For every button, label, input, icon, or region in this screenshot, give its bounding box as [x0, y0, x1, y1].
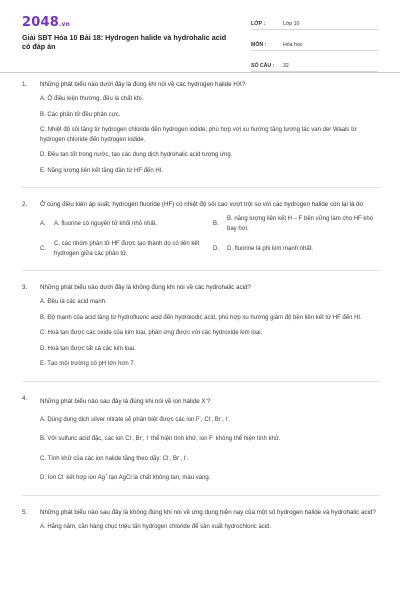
meta-value: Lớp 10 [283, 21, 300, 27]
question-text: Những phát biểu nào dưới đây là đúng khi nói về các hydrogen halide HX? [40, 81, 246, 88]
superscript: - [63, 472, 65, 478]
superscript: - [210, 413, 212, 419]
divider [22, 270, 380, 271]
option-e[interactable]: E. Năng lượng liên kết tăng dần từ HF đến HI. [40, 167, 164, 174]
option-a[interactable] [40, 412, 380, 426]
option-text: A. fluorine có nguyên tử khối nhỏ nhất. [54, 220, 158, 227]
superscript: - [199, 413, 202, 419]
option-c[interactable]: C. Nhiệt độ sôi tăng từ hydrogen chloride đến hydrogen iodide, phù hợp với xu hướng tăng tương tác van der Waals từ hydrogen chloride đến hydrogen iodide. [40, 127, 357, 143]
option-b[interactable] [213, 215, 380, 234]
option-text: , I [222, 416, 228, 423]
option-a[interactable]: A. Hằng năm, cần hàng chục triệu tấn hydrogen chloride để sản xuất hydrochloric acid. [40, 523, 272, 530]
option-text: D. fluorine là phi kim mạnh nhất. [227, 245, 314, 252]
question-number: 1. [22, 81, 28, 88]
question-number: 5. [22, 508, 28, 516]
question-4 [22, 394, 380, 484]
option-text: , I [143, 436, 149, 443]
superscript: - [141, 433, 144, 439]
option-text: B. Với sulfuric acid đặc, các ion Cl [40, 436, 131, 443]
option-letter: D. [213, 245, 219, 252]
question-list [22, 80, 380, 543]
question-text: Những phát biểu nào sau đây là không đúng khi nói về ứng dụng hiện nay của một số hydrogen halide và hydrohalic acid? [40, 508, 376, 516]
meta-row-subject [251, 35, 378, 51]
option-c[interactable] [40, 240, 207, 259]
option-text: tạo AgCl là chất không tan, màu vàng. [107, 475, 211, 482]
option-d[interactable]: D. Đều tan tốt trong nước, tạo các dung dịch hydrohalic acid tương ứng. [40, 152, 233, 158]
question-5 [22, 508, 380, 533]
option-c[interactable] [40, 451, 380, 465]
option-a[interactable] [40, 215, 207, 234]
question-text: Những phát biểu nào dưới đây là không đúng khi nói về các hydrohalic acid? [40, 284, 251, 291]
header-divider [0, 72, 400, 73]
option-text: A. Dùng dung dịch silver nitrate sẽ phân biệt được các ion F [40, 416, 200, 423]
meta-label: MÔN : [251, 42, 267, 48]
option-text: , Cl [201, 416, 211, 423]
option-a[interactable]: A. Ở điều kiện thường, đều là chất khí. [40, 96, 144, 102]
option-b[interactable]: B. Độ mạnh của acid tăng từ hydrofluoric acid đến hydroiodic acid, phù hợp xu hướng giảm độ bền liên kết từ HF đến HI. [40, 314, 362, 321]
option-letter: B. [213, 220, 219, 227]
question-1 [22, 80, 380, 176]
superscript: - [130, 433, 133, 439]
superscript: - [168, 452, 170, 458]
superscript: - [227, 413, 229, 419]
option-text: C. Tính khử của các ion halide tăng theo dãy: Cl [40, 455, 169, 462]
superscript-plus: + [104, 472, 108, 478]
option-c[interactable]: C. Hoà tan được các oxide của kim loại, phản ứng được với các hydroxide kim loại. [40, 330, 263, 336]
question-header [22, 394, 380, 407]
option-d[interactable] [213, 240, 380, 259]
option-text: . [228, 416, 231, 423]
meta-panel [251, 14, 378, 77]
meta-row-count [251, 56, 378, 72]
logo-text: 2048 [22, 15, 59, 30]
meta-row-grade [251, 14, 378, 30]
page-title: Giải SBT Hóa 10 Bài 18: Hydrogen halide và hydrohalic acid có đáp án [22, 33, 227, 51]
meta-value: 32 [283, 63, 289, 69]
option-text: B. năng lượng liên kết H – F bền vững làm cho HF khó bay hơi. [227, 216, 374, 232]
question-2 [22, 200, 380, 259]
option-a[interactable]: A. Đều là các acid mạnh. [40, 299, 107, 305]
option-text: , Br [211, 416, 221, 423]
divider [22, 187, 380, 188]
superscript: - [220, 413, 223, 419]
superscript: - [179, 452, 181, 458]
question-header [22, 80, 380, 90]
option-text: , Br [132, 436, 142, 443]
option-text: , Br [169, 455, 180, 462]
option-grid [40, 215, 380, 259]
meta-label: SỐ CÂU : [251, 63, 275, 69]
question-text: Ở cùng điều kiện áp suất, hydrogen fluoride (HF) có nhiệt độ sôi cao vượt trội so với các hydrogen halide còn lại là do [40, 201, 363, 208]
question-number: 2. [22, 201, 28, 208]
logo-suffix: .vn [58, 21, 71, 28]
option-e[interactable]: E. Tạo môi trường có pH lớn hơn 7. [40, 361, 136, 367]
option-d[interactable]: D. Hoà tan được tất cả các kim loại. [40, 345, 136, 352]
option-b[interactable]: B. Các phân tử đều phân cực. [40, 111, 121, 118]
question-3 [22, 283, 380, 370]
option-text: D. Ion Cl [40, 475, 64, 482]
question-header [22, 508, 380, 518]
question-text [40, 394, 380, 407]
question-header [22, 283, 380, 293]
site-logo[interactable] [22, 15, 70, 30]
superscript: - [212, 433, 215, 439]
question-header [22, 200, 380, 210]
option-text: , I [180, 455, 186, 462]
option-text: C. các nhóm phân tử HF được tạo thành do có liên kết hydrogen giữa các phân tử. [54, 241, 200, 257]
option-b[interactable] [40, 431, 380, 445]
option-d[interactable] [40, 470, 380, 484]
option-text: . [186, 455, 189, 462]
question-text-end: ? [206, 397, 211, 405]
option-letter: A. [40, 220, 46, 227]
superscript: - [185, 452, 187, 458]
question-number: 4. [22, 394, 28, 402]
superscript: - [205, 395, 207, 401]
meta-value: Hóa học [283, 42, 303, 48]
option-letter: C. [40, 245, 46, 252]
divider [22, 495, 380, 496]
question-text-main: Những phát biểu nào sau đây là đúng khi nói về ion halide X [40, 397, 206, 405]
page-header [0, 0, 400, 69]
divider [22, 381, 380, 382]
question-number: 3. [22, 284, 28, 291]
option-text: kết hợp ion Ag [64, 475, 105, 482]
option-text: không thể hiện tính khử. [214, 436, 281, 443]
option-text: thể hiện tính khử, ion F [149, 436, 213, 443]
meta-label: LỚP : [251, 21, 266, 27]
superscript: - [148, 433, 150, 439]
